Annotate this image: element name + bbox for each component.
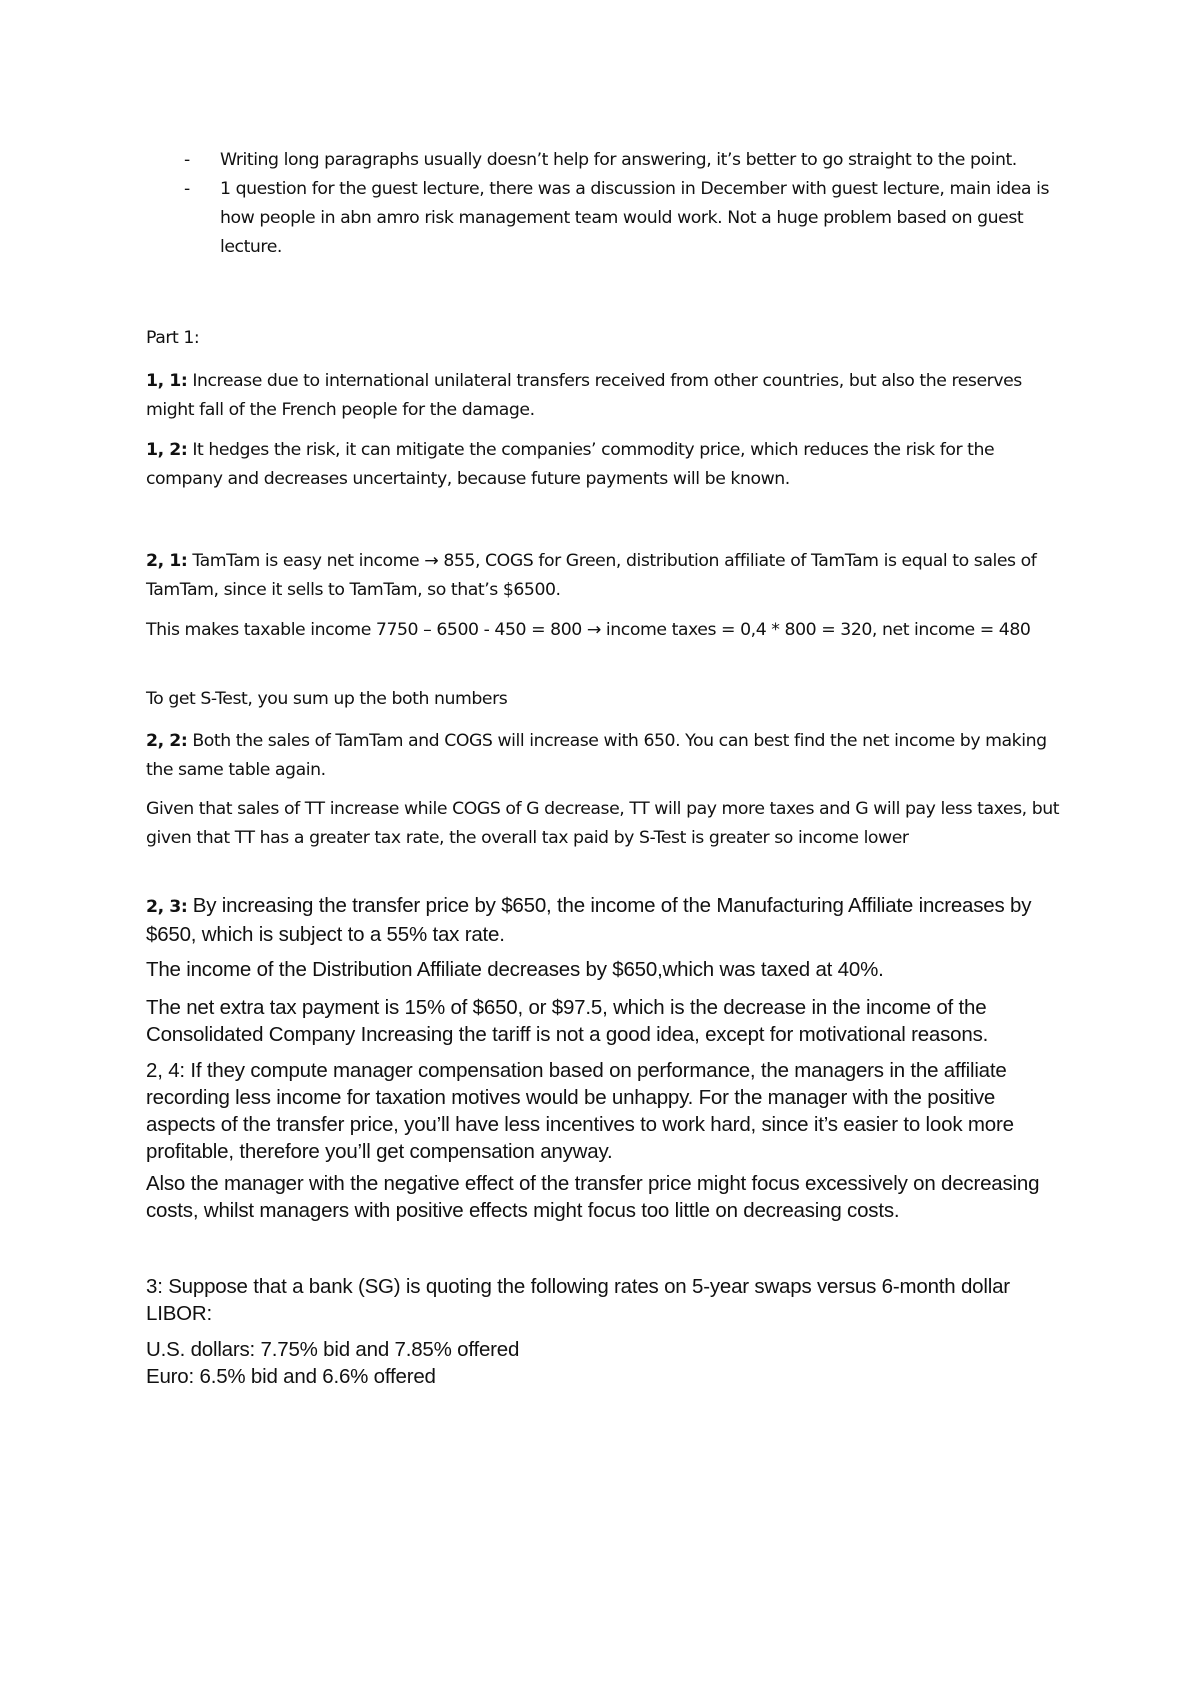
taxable-income-paragraph: This makes taxable income 7750 – 6500 - 450 = 800 → income taxes = 0,4 * 800 = 320, net income = 480 [146,620,1031,640]
answer-2-3 [146,892,1066,948]
usd-rate-line: U.S. dollars: 7.75% bid and 7.85% offered [146,1338,520,1361]
tax-comparison-paragraph: Given that sales of TT increase while COGS of G decrease, TT will pay more taxes and G will pay less taxes, but given that TT has a greater tax rate, the overall tax paid by S-Test is greater so income lower [146,799,1060,848]
bullet-item [146,146,1076,175]
bullet-text: 1 question for the guest lecture, there was a discussion in December with guest lecture, main idea is how people in abn amro risk management team would work. Not a huge problem based on guest lecture. [220,179,1050,257]
euro-rate-line: Euro: 6.5% bid and 6.6% offered [146,1365,436,1388]
answer-label: 1, 1: [146,371,188,391]
net-extra-tax-paragraph: The net extra tax payment is 15% of $650, or $97.5, which is the decrease in the income of the Consolidated Company Increasing the tariff is not a good idea, except for motivational reasons. [146,996,989,1046]
part-heading: Part 1: [146,328,200,348]
answer-2-2 [146,727,1066,785]
answer-2-1 [146,547,1066,605]
swap-rates [146,1336,1066,1390]
answer-text: Increase due to international unilateral transfers received from other countries, but also the reserves might fall of the French people for the damage. [146,371,1022,420]
answer-label: 2, 3: [146,897,188,917]
answer-1-2 [146,436,1066,494]
answer-label: 1, 2: [146,440,188,460]
answer-text: Both the sales of TamTam and COGS will increase with 650. You can best find the net income by making the same table again. [146,731,1047,780]
bullet-text: Writing long paragraphs usually doesn’t help for answering, it’s better to go straight to the point. [220,150,1017,170]
bullet-marker: - [184,179,190,199]
answer-label: 2, 2: [146,731,188,751]
answer-2-4: 2, 4: If they compute manager compensation based on performance, the managers in the affiliate recording less income for taxation motives would be unhappy. For the manager with the positive aspects of the transfer price, you’ll have less incentives to work hard, since it’s easier to look more profitable, therefore you’ll get compensation anyway. [146,1059,1014,1163]
answer-text: By increasing the transfer price by $650, the income of the Manufacturing Affiliate increases by $650, which is subject to a 55% tax rate. [146,894,1032,946]
notes-bullet-list [146,146,1076,262]
manager-effect-paragraph: Also the manager with the negative effect of the transfer price might focus excessively on decreasing costs, whilst managers with positive effects might focus too little on decreasing costs. [146,1172,1040,1222]
answer-label: 2, 1: [146,551,188,571]
answer-1-1 [146,367,1066,425]
bullet-item [146,175,1076,262]
s-test-paragraph: To get S-Test, you sum up the both numbers [146,689,508,709]
answer-text: It hedges the risk, it can mitigate the companies’ commodity price, which reduces the risk for the company and decreases uncertainty, because future payments will be known. [146,440,995,489]
distribution-affiliate-paragraph: The income of the Distribution Affiliate decreases by $650,which was taxed at 40%. [146,958,884,981]
answer-text: TamTam is easy net income → 855, COGS for Green, distribution affiliate of TamTam is equal to sales of TamTam, since it sells to TamTam, so that’s $6500. [146,551,1037,600]
question-3-intro: 3: Suppose that a bank (SG) is quoting the following rates on 5-year swaps versus 6-month dollar LIBOR: [146,1275,1010,1325]
bullet-marker: - [184,150,190,170]
